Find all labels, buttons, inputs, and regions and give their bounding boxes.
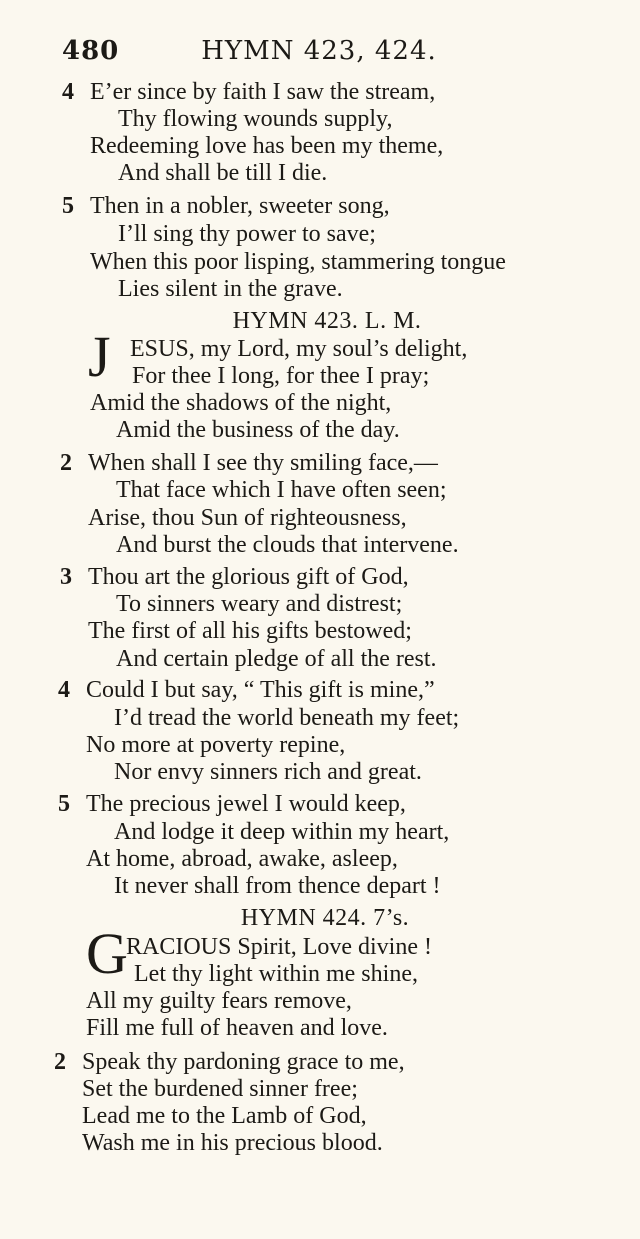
hymn-title: HYMN 424. 7’s. — [240, 905, 410, 931]
stanza-number: 5 — [62, 193, 74, 219]
verse-line: 5 Then in a nobler, sweeter song, — [62, 193, 390, 219]
verse-line: At home, abroad, awake, asleep, — [86, 846, 398, 872]
verse-line: It never shall from thence depart ! — [114, 873, 441, 899]
verse-line: Nor envy sinners rich and great. — [114, 759, 422, 785]
verse-line: 5 The precious jewel I would keep, — [58, 791, 406, 817]
verse-line: And lodge it deep within my heart, — [114, 819, 450, 845]
verse-line: All my guilty fears remove, — [86, 988, 352, 1014]
verse-line: Wash me in his precious blood. — [82, 1130, 383, 1156]
verse-line: Let thy light within me shine, — [134, 961, 418, 987]
stanza-number: 3 — [60, 564, 72, 590]
drop-cap: J — [88, 324, 111, 389]
verse-line: For thee I long, for thee I pray; — [132, 363, 430, 389]
stanza-number: 5 — [58, 791, 70, 817]
verse-line: The first of all his gifts bestowed; — [88, 618, 412, 644]
page-number: 480 — [62, 36, 120, 66]
verse-line: And shall be till I die. — [118, 160, 328, 186]
verse-line: And burst the clouds that intervene. — [116, 532, 459, 558]
stanza-number: 2 — [54, 1049, 66, 1075]
verse-line: 4 E’er since by faith I saw the stream, — [62, 79, 436, 105]
verse-line: 2 When shall I see thy smiling face,— — [60, 450, 438, 476]
verse-line: No more at poverty repine, — [86, 732, 346, 758]
verse-line: Redeeming love has been my theme, — [90, 133, 444, 159]
verse-line: I’d tread the world beneath my feet; — [114, 705, 460, 731]
verse-line: To sinners weary and distrest; — [116, 591, 403, 617]
verse-line: That face which I have often seen; — [116, 477, 447, 503]
stanza-number: 4 — [62, 79, 74, 105]
verse-line: Arise, thou Sun of righteousness, — [88, 505, 407, 531]
verse-line: Thy flowing wounds supply, — [118, 106, 393, 132]
verse-line: And certain pledge of all the rest. — [116, 646, 437, 672]
verse-line: ESUS, my Lord, my soul’s delight, — [130, 336, 468, 362]
verse-line: Fill me full of heaven and love. — [86, 1015, 388, 1041]
verse-line: Set the burdened sinner free; — [82, 1076, 358, 1102]
verse-line: 2 Speak thy pardoning grace to me, — [54, 1049, 405, 1075]
stanza-number: 2 — [60, 450, 72, 476]
verse-line: When this poor lisping, stammering tongue — [90, 249, 506, 275]
running-head: HYMN 423, 424. — [201, 36, 437, 66]
verse-line: RACIOUS Spirit, Love divine ! — [126, 934, 432, 960]
verse-line: Amid the shadows of the night, — [90, 390, 392, 416]
stanza-number: 4 — [58, 677, 70, 703]
hymn-title: HYMN 423. L. M. — [232, 308, 422, 334]
verse-line: I’ll sing thy power to save; — [118, 221, 376, 247]
drop-cap: G — [86, 921, 128, 986]
verse-line: Lead me to the Lamb of God, — [82, 1103, 367, 1129]
verse-line: Amid the business of the day. — [116, 417, 400, 443]
verse-line: 3 Thou art the glorious gift of God, — [60, 564, 409, 590]
verse-line: 4 Could I but say, “ This gift is mine,” — [58, 677, 435, 703]
verse-line: Lies silent in the grave. — [118, 276, 343, 302]
page-header — [58, 36, 580, 70]
